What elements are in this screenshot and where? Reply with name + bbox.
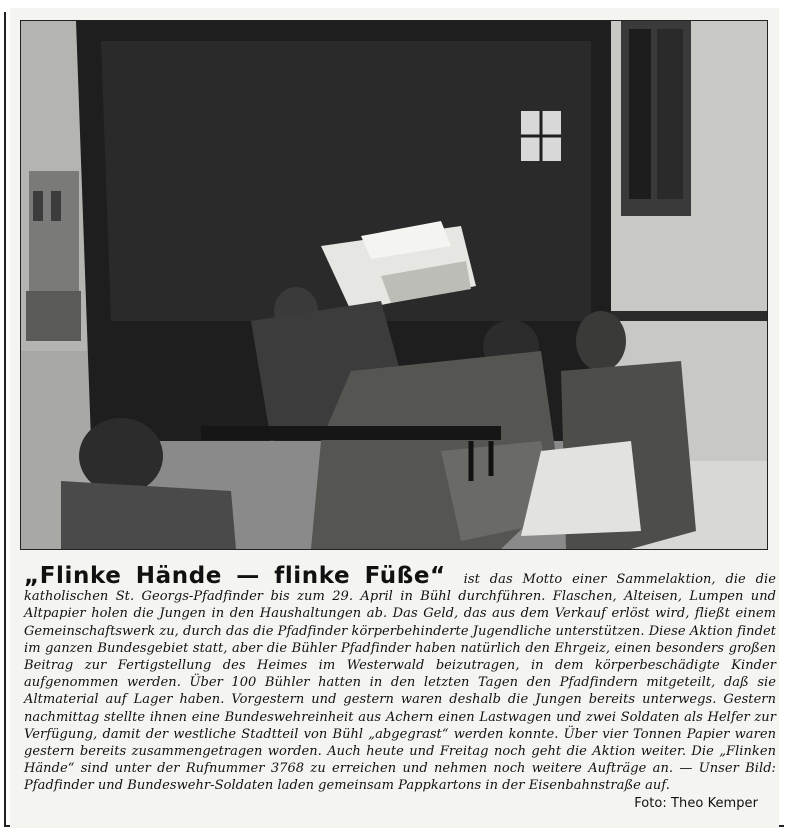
- scout-right-head: [576, 311, 626, 371]
- clipping-left-edge: [4, 12, 6, 827]
- photo-credit: Foto: Theo Kemper: [634, 796, 758, 812]
- wall-ledge: [606, 311, 767, 321]
- news-photo: [20, 20, 768, 550]
- person-left-body: [61, 481, 236, 549]
- person-left-head: [79, 418, 163, 494]
- article-body: ist das Motto einer Sammelaktion, die die katholischen St. Georgs-Pfadfinder bis zum 29. April in Bühl durchführen. Flaschen, Alteisen, Lumpen und Altpapier holen die Jungen in den Haushaltungen ab. Das Geld, das aus dem Verkauf erlöst wird, fließt einem Gemeinschaftswerk zu, durch das die Pfadfinder körperbehinderte Jugendliche unterstützen. Diese Aktion findet im ganzen Bundesgebiet statt, aber die Bühler Pfadfinder haben natürlich den Ehrgeiz, einen besonders großen Beitrag zur Fertigstellung des Heimes im Westerwald beizutragen, in dem körperbeschädigte Kinder aufgenommen werden. Über 100 Bühler hatten in den letzten Tagen den Pfadfindern mitgeteilt, daß sie Altmaterial auf Lager haben. Vorgestern und gestern waren deshalb die Jungen bereits unterwegs. Gestern nachmittag stellte ihnen eine Bundeswehreinheit aus Achern einen Lastwagen und zwei Soldaten als Helfer zur Verfügung, damit der westliche Stadtteil von Bühl „abgegrast“ werden konnte. Über vier Tonnen Papier waren gestern bereits zusammengetragen worden. Auch heute und Freitag noch geht die Aktion weiter. Die „Flinken Hände“ sind unter der Rufnummer 3768 zu erreichen und nehmen noch weitere Aufträge an. — Unser Bild: Pfadfinder und Bundeswehr-Soldaten laden gemeinsam Pappkartons in der Eisenbahnstraße auf.: [24, 572, 776, 794]
- article-text: [24, 563, 776, 795]
- photo-scene: [21, 21, 767, 549]
- article-headline: „Flinke Hände — flinke Füße“: [24, 563, 446, 589]
- truck-bed-edge: [201, 426, 501, 440]
- credit-row: [24, 795, 776, 813]
- article: [24, 563, 776, 813]
